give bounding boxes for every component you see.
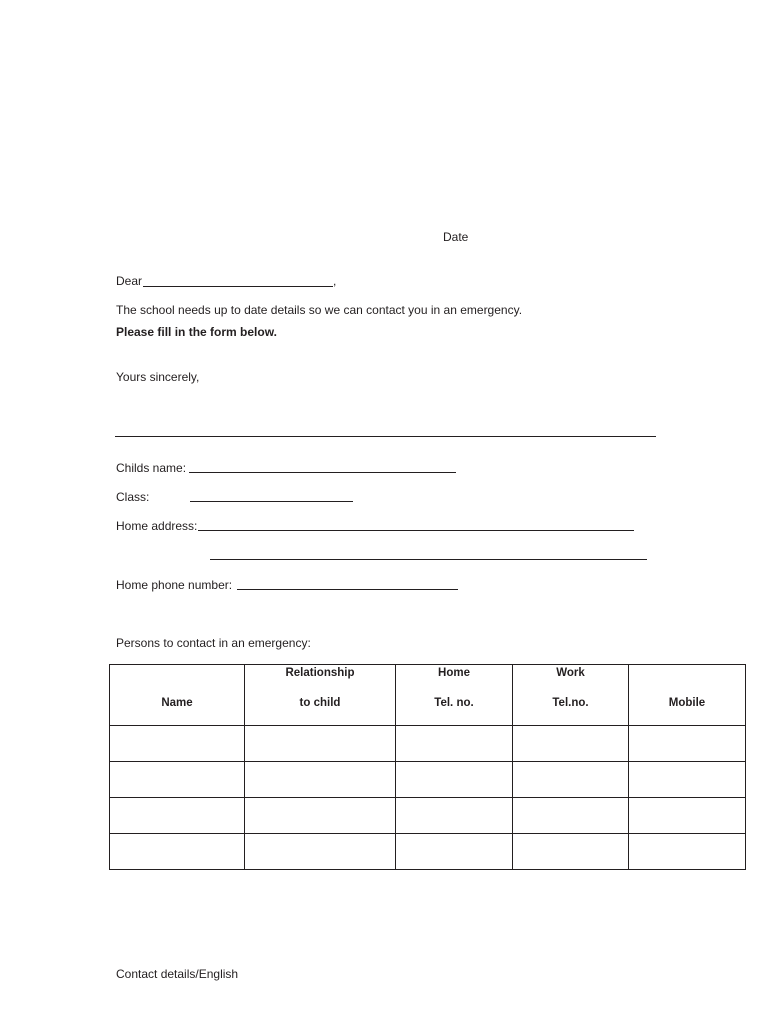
table-cell-name	[110, 726, 245, 762]
name-input[interactable]	[110, 762, 244, 797]
table-header-row	[110, 665, 746, 726]
table-row	[110, 834, 746, 870]
table-cell-home-tel	[396, 726, 513, 762]
home-phone-field[interactable]	[237, 575, 458, 590]
emergency-contacts-table	[109, 664, 745, 870]
col-header-name: Name	[110, 665, 245, 726]
table-cell-name	[110, 834, 245, 870]
name-input[interactable]	[110, 834, 244, 869]
table-cell-work-tel	[513, 798, 629, 834]
table-row	[110, 798, 746, 834]
date-label: Date	[443, 230, 469, 244]
home-phone-label: Home phone number:	[116, 578, 233, 592]
class-field[interactable]	[190, 487, 353, 502]
table-cell-mobile	[629, 726, 746, 762]
class-label: Class:	[116, 490, 150, 504]
relationship-input[interactable]	[245, 834, 395, 869]
table-cell-relationship	[245, 762, 396, 798]
work-tel-input[interactable]	[513, 726, 628, 761]
table-cell-name	[110, 762, 245, 798]
home-tel-input[interactable]	[396, 798, 512, 833]
table-cell-name	[110, 798, 245, 834]
name-input[interactable]	[110, 726, 244, 761]
salutation-label: Dear	[116, 274, 143, 288]
table-cell-home-tel	[396, 798, 513, 834]
table-cell-relationship	[245, 798, 396, 834]
table-cell-home-tel	[396, 762, 513, 798]
footer-text: Contact details/English	[116, 967, 239, 981]
col-header-home-tel: Home Tel. no.	[396, 665, 513, 726]
relationship-input[interactable]	[245, 726, 395, 761]
table-cell-mobile	[629, 834, 746, 870]
table-cell-home-tel	[396, 834, 513, 870]
relationship-input[interactable]	[245, 762, 395, 797]
table-cell-relationship	[245, 834, 396, 870]
table-cell-mobile	[629, 798, 746, 834]
col-header-work-tel: Work Tel.no.	[513, 665, 629, 726]
mobile-input[interactable]	[629, 726, 745, 761]
name-input[interactable]	[110, 798, 244, 833]
form-instruction: Please fill in the form below.	[116, 325, 277, 339]
table-cell-work-tel	[513, 762, 629, 798]
childs-name-field[interactable]	[189, 458, 456, 473]
mobile-input[interactable]	[629, 762, 745, 797]
addressee-field[interactable]	[143, 272, 333, 287]
table-cell-mobile	[629, 762, 746, 798]
home-tel-input[interactable]	[396, 834, 512, 869]
home-address-field-1[interactable]	[198, 516, 634, 531]
table-row	[110, 762, 746, 798]
salutation-comma: ,	[333, 274, 337, 288]
closing-text: Yours sincerely,	[116, 370, 200, 384]
table-row	[110, 726, 746, 762]
home-tel-input[interactable]	[396, 762, 512, 797]
home-address-label: Home address:	[116, 519, 198, 533]
work-tel-input[interactable]	[513, 798, 628, 833]
childs-name-label: Childs name:	[116, 461, 187, 475]
relationship-input[interactable]	[245, 798, 395, 833]
emergency-heading: Persons to contact in an emergency:	[116, 636, 311, 650]
work-tel-input[interactable]	[513, 762, 628, 797]
work-tel-input[interactable]	[513, 834, 628, 869]
signature-line	[115, 436, 656, 437]
col-header-mobile: Mobile	[629, 665, 746, 726]
table-cell-work-tel	[513, 726, 629, 762]
home-tel-input[interactable]	[396, 726, 512, 761]
body-text: The school needs up to date details so we can contact you in an emergency.	[116, 303, 523, 317]
col-header-relationship: Relationship to child	[245, 665, 396, 726]
mobile-input[interactable]	[629, 798, 745, 833]
mobile-input[interactable]	[629, 834, 745, 869]
home-address-field-2[interactable]	[210, 545, 647, 560]
table-cell-work-tel	[513, 834, 629, 870]
table-cell-relationship	[245, 726, 396, 762]
